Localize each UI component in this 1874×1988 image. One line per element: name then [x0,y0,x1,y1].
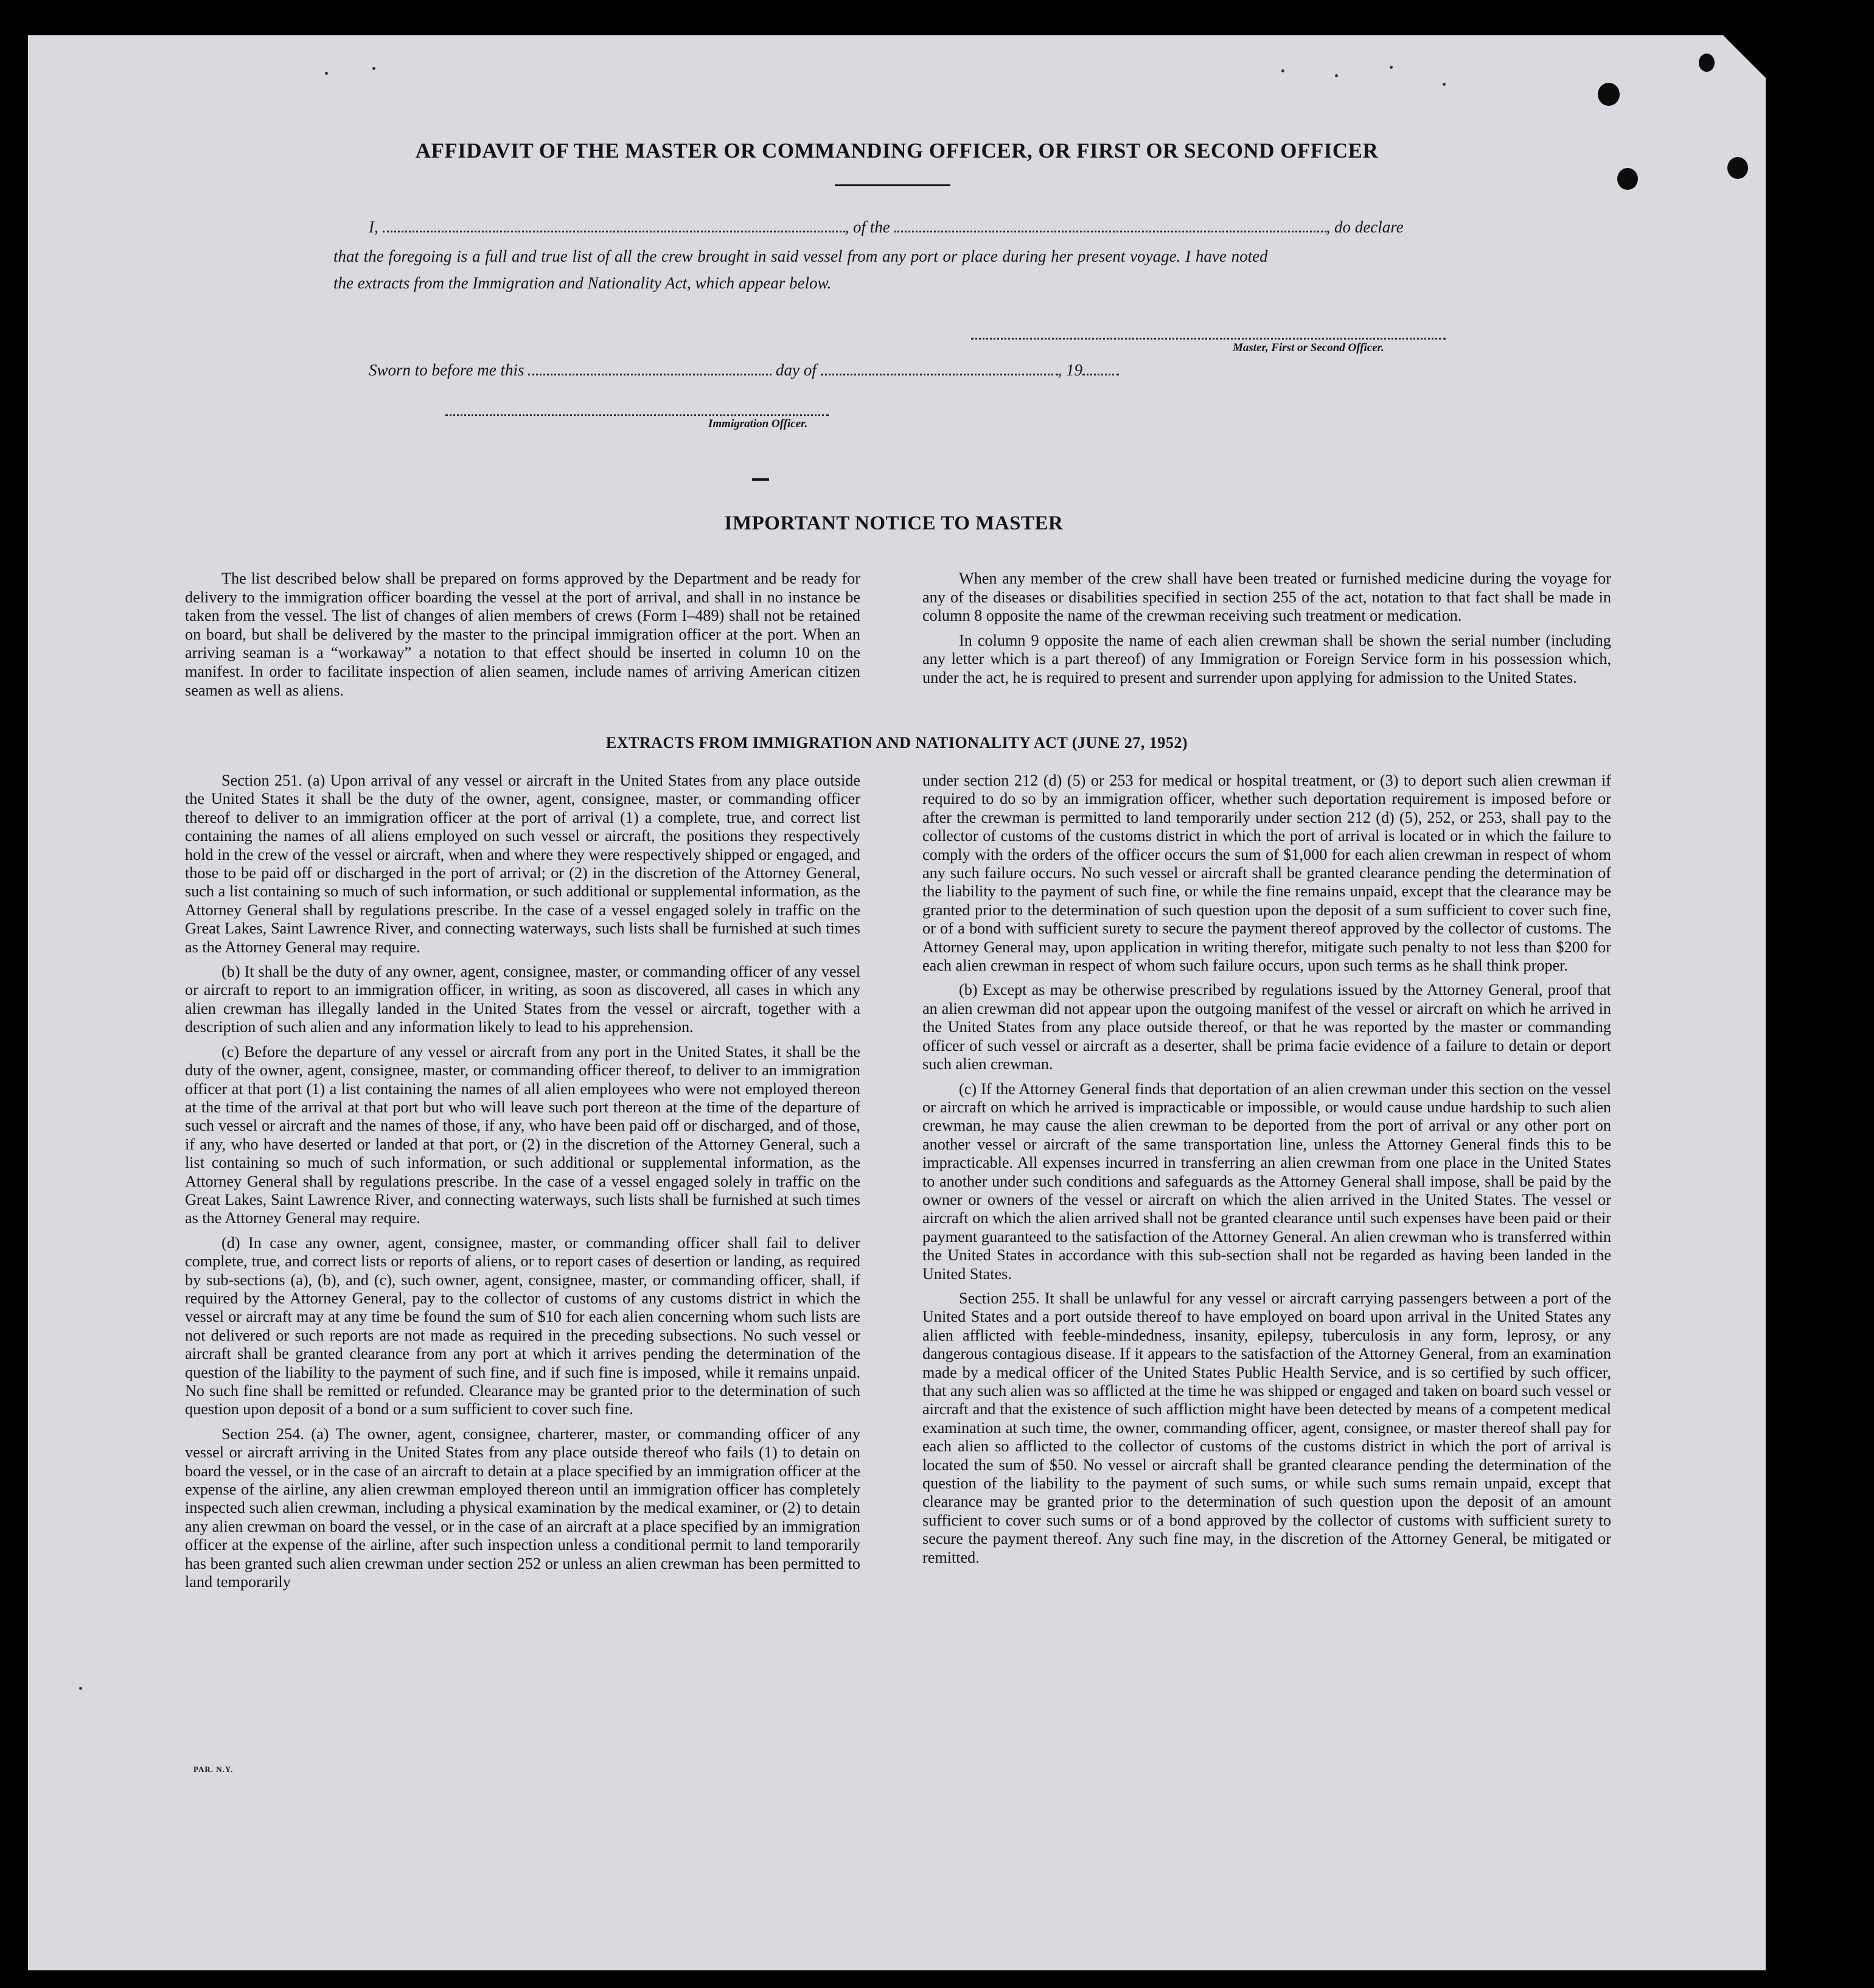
extract-paragraph: (d) In case any owner, agent, consignee, master, or commanding officer shall fail to deliver complete, true, and correct lists or reports of aliens, or to report cases of desertion or landing, as required by sub-sections (a), (b), and (c), such owner, agent, consignee, master, or commanding officer, shall, if required by the Attorney General, pay to the collector of customs of any customs district in which the vessel or aircraft may at any time be found the sum of $10 for each alien concerning whom such lists are not delivered or such reports are not made as required in the preceding subsections. No such vessel or aircraft shall be granted clearance from any port at which it arrives pending the determination of the question of the liability to the payment of such fine, and if such fine is imposed, while it remains unpaid. No such fine shall be remitted or refunded. Clearance may be granted prior to the determination of such question upon deposit of a bond or a sum sufficient to cover such fine. [185,1233,860,1418]
extracts-title: EXTRACTS FROM IMMIGRATION AND NATIONALITY ACT (JUNE 27, 1952) [605,734,1188,752]
sworn-month-field[interactable] [821,372,1058,375]
officer-signature-line[interactable] [445,413,829,416]
name-field[interactable] [383,229,845,232]
declaration-suffix: , do declare [1326,218,1404,236]
notice-left-column [185,570,860,706]
notice-right-column [922,570,1611,694]
short-dash [752,478,769,481]
notice-right-paragraph: In column 9 opposite the name of each alien crewman shall be shown the serial number (including any letter which is a part thereof) of any Immigration or Foreign Service form in his possession which, under the act, he is required to present and surrender upon applying for admission to the United States. [922,631,1611,686]
document-page [28,35,1766,1970]
master-signature-line[interactable] [971,336,1446,340]
extract-paragraph: (c) If the Attorney General finds that deportation of an alien crewman under this section on the vessel or aircraft on which he arrived is impracticable or impossible, or would cause undue hardship to such alien crewman, he may cause the alien crewman to be deported from the port of arrival or any other port on another vessel or aircraft of the same transportation line, unless the Attorney General finds this to be impracticable. All expenses incurred in transferring an alien crewman from one place in the United States to another under such conditions and safeguards as the Attorney General shall impose, shall be paid by the owner or owners of the vessel or aircraft on which the alien arrived in the United States. The vessel or aircraft on which the alien arrived shall not be granted clearance until such expenses have been paid or their payment guaranteed to the satisfaction of the Attorney General. An alien crewman who is transferred within the United States in accordance with this sub-section shall not be regarded as having been landed in the United States. [922,1079,1611,1283]
speck [1281,69,1284,72]
sworn-day-field[interactable] [528,372,772,375]
notice-left-paragraph: The list described below shall be prepared on forms approved by the Department and be ready for delivery to the immigration officer boarding the vessel at the port of arrival, and shall in no instance be taken from the vessel. The list of changes of alien members of crews (Form I–489) shall not be retained on board, but shall be delivered by the master to the principal immigration officer at the port. When an arriving seaman is a “workaway” a notation to that effect should be inserted in column 10 on the manifest. In order to facilitate inspection of alien seamen, include names of arriving American citizen seamen as well as aliens. [185,570,860,699]
sworn-day-label: day of [776,361,817,379]
extract-paragraph: (c) Before the departure of any vessel or aircraft from any port in the United States, it shall be the duty of the owner, agent, consignee, master, or commanding officer thereof, to deliver to an immigration officer at that port (1) a list containing the names of all alien employees who were not employed thereon at the time of the arrival at that port but who will leave such port thereon at the time of the departure of such vessel or aircraft and the names of those, if any, who have been paid off or discharged, and of those, if any, who have deserted or landed at that port, or (2) in the discretion of the Attorney General, such a list containing so much of such information, or such additional or supplemental information, as the Attorney General shall by regulations prescribe. In the case of a vessel engaged solely in traffic on the Great Lakes, Saint Lawrence River, and connecting waterways, such lists shall be furnished at such times as the Attorney General may require. [185,1042,860,1227]
extract-paragraph: (b) Except as may be otherwise prescribed by regulations issued by the Attorney General, proof that an alien crewman did not appear upon the outgoing manifest of the vessel or aircraft on which he arrived in the United States from any place outside thereof, or that he was reported by the master or commanding officer of such vessel or aircraft as a deserter, shall be prima facie evidence of a failure to detain or deport such alien crewman. [922,981,1611,1073]
speck [372,67,375,70]
notice-right-paragraph: When any member of the crew shall have been treated or furnished medicine during the voyage for any of the diseases or disabilities specified in section 255 of the act, notation to that fact shall be made in column 8 opposite the name of the crewman receiving such treatment or medication. [922,570,1611,625]
officer-signature-caption: Immigration Officer. [708,417,808,430]
punch-hole [1699,54,1715,72]
master-signature-caption: Master, First or Second Officer. [1233,341,1384,354]
declaration-prefix: I, [369,218,378,236]
speck [325,72,328,75]
vessel-field[interactable] [894,229,1326,232]
extracts-left-column [185,772,860,1597]
notice-title: IMPORTANT NOTICE TO MASTER [724,512,1064,534]
declaration-line-2: that the foregoing is a full and true list of all the crew brought in said vessel from any port or place during her present voyage. I have noted [333,247,1268,265]
speck [1335,74,1338,77]
punch-hole [1598,83,1620,106]
sworn-prefix: Sworn to before me this [369,361,524,379]
declaration-middle: , of the [845,218,890,236]
declaration-line-3: the extracts from the Immigration and Nationality Act, which appear below. [333,274,832,292]
affidavit-title: AFFIDAVIT OF THE MASTER OR COMMANDING OFFICER, OR FIRST OR SECOND OFFICER [415,139,1379,162]
folded-corner [1723,35,1766,78]
punch-hole [1617,168,1638,190]
sworn-year-field[interactable] [1082,372,1119,375]
extract-paragraph: Section 254. (a) The owner, agent, consignee, charterer, master, or commanding officer of any vessel or aircraft arriving in the United States from any place outside thereof who fails (1) to detain on board the vessel, or in the case of an aircraft to detain at a place specified by an immigration officer at the expense of the airline, any alien crewman employed thereon until an immigration officer has completely inspected such alien crewman, including a physical examination by the medical examiner, or (2) to detain any alien crewman on board the vessel, or in the case of an aircraft at a place specified by an immigration officer at the expense of the airline, after such inspection unless a conditional permit to land temporarily has been granted such alien crewman under section 252 or unless an alien crewman has been permitted to land temporarily [185,1425,860,1591]
printer-code: PAR. N.Y. [193,1765,234,1774]
speck [1443,83,1446,86]
speck [1390,66,1393,69]
extracts-right-column [922,772,1611,1573]
sworn-line [369,361,1119,380]
extract-paragraph: under section 212 (d) (5) or 253 for medical or hospital treatment, or (3) to deport such alien crewman if required to do so by an immigration officer, whether such deportation requirement is imposed before or after the crewman is permitted to land temporarily under section 212 (d) (5), 252, or 253, shall pay to the collector of customs of the customs district in which the port of arrival is located or in which the failure to comply with the orders of the officer occurs the sum of $1,000 for each alien crewman in respect of whom any such failure occurs. No such vessel or aircraft shall be granted clearance pending the determination of the liability to the payment of such fine, or while the fine remains unpaid, except that the clearance may be granted prior to the determination of such question upon the deposit of a sum sufficient to cover such fine, or of a bond with sufficient surety to secure the payment thereof approved by the collector of customs. The Attorney General may, upon application in writing therefor, mitigate such penalty to not less than $200 for each alien crewman in respect of whom such failure occurs, upon such terms as he shall think proper. [922,772,1611,975]
title-underline [835,184,950,186]
extract-paragraph: Section 255. It shall be unlawful for any vessel or aircraft carrying passengers between a port of the United States and a port outside thereof to have employed on board upon arrival in the United States any alien afflicted with feeble-mindedness, insanity, epilepsy, tuberculosis in any form, leprosy, or any dangerous contagious disease. If it appears to the satisfaction of the Attorney General, from an examination made by a medical officer of the United States Public Health Service, and is so certified by such officer, that any such alien was so afflicted at the time he was shipped or engaged and taken on board such vessel or aircraft and that the existence of such affliction might have been detected by means of a competent medical examination at such time, the owner, commanding officer, agent, consignee, or master thereof shall pay for each alien so afflicted to the collector of customs of the customs district in which the port of arrival is located the sum of $50. No vessel or aircraft shall be granted clearance pending the determination of the question of the liability to the payment of such sums, or while such sums remain unpaid, except that clearance may be granted prior to the determination of such question upon the deposit of an amount sufficient to cover such sums or of a bond approved by the collector of customs with sufficient surety to secure the payment thereof. Any such fine may, in the discretion of the Attorney General, be mitigated or remitted. [922,1289,1611,1566]
speck [79,1687,82,1690]
extract-paragraph: Section 251. (a) Upon arrival of any vessel or aircraft in the United States from any place outside the United States it shall be the duty of the owner, agent, consignee, master, or commanding officer thereof to deliver to an immigration officer at the port of arrival (1) a complete, true, and correct list containing the names of all aliens employed on such vessel or aircraft, the positions they respectively hold in the crew of the vessel or aircraft, when and where they were respectively shipped or engaged, and those to be paid off or discharged in the port of arrival; or (2) in the discretion of the Attorney General, such a list containing so much of such information, or such additional or supplemental information, as the Attorney General shall by regulations prescribe. In the case of a vessel engaged solely in traffic on the Great Lakes, Saint Lawrence River, and connecting waterways, such lists shall be furnished at such times as the Attorney General may require. [185,772,860,956]
declaration-line [369,218,1404,237]
extract-paragraph: (b) It shall be the duty of any owner, agent, consignee, master, or commanding officer of any vessel or aircraft to report to an immigration officer, in writing, as soon as discovered, all cases in which any alien crewman has illegally landed in the United States from the vessel or aircraft, together with a description of such alien and any information likely to lead to his apprehension. [185,963,860,1036]
sworn-year-label: , 19 [1057,361,1082,379]
